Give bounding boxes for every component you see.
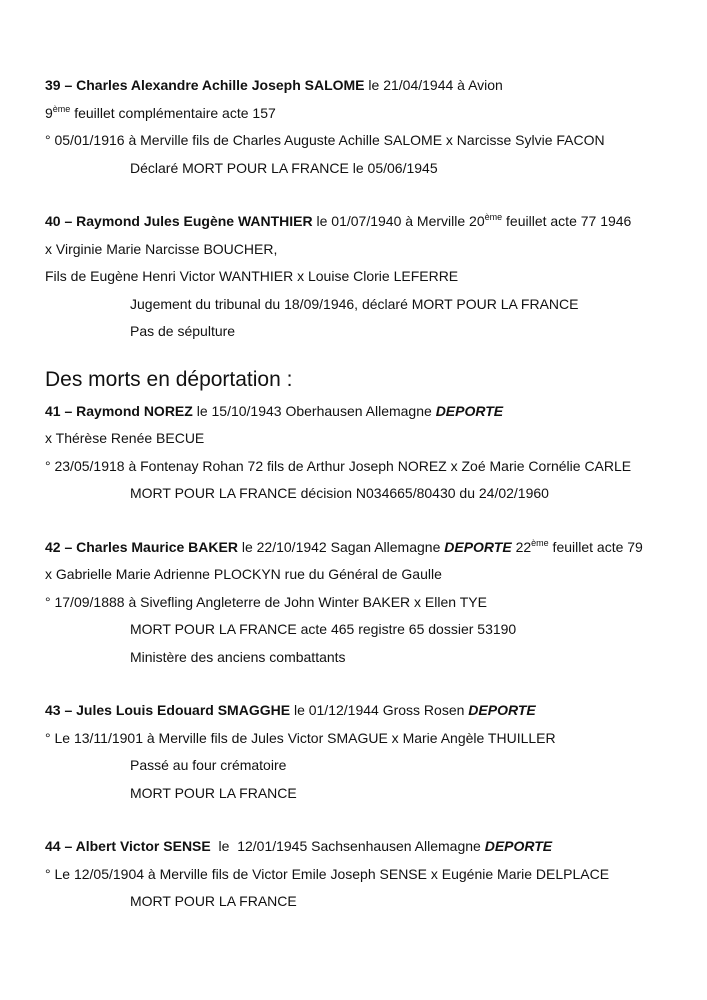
- entry-44-heading: [45, 833, 707, 861]
- entry-39-register-num: 9: [45, 104, 53, 121]
- entry-44-birth: ° Le 12/05/1904 à Merville fils de Victor Emile Joseph SENSE x Eugénie Marie DELPLACE: [45, 865, 610, 882]
- entry-43-birth: ° Le 13/11/1901 à Merville fils de Jules Victor SMAGUE x Marie Angèle THUILLER: [45, 729, 556, 746]
- entry-40-death: le 01/07/1940 à Merville 20: [312, 213, 485, 229]
- spacer: [45, 346, 707, 364]
- entry-44-name: 44 – Albert Victor SENSE: [45, 838, 211, 854]
- entry-39-heading: [45, 72, 707, 100]
- spacer: [45, 182, 707, 208]
- entry-41-birth: ° 23/05/1918 à Fontenay Rohan 72 fils de Arthur Joseph NOREZ x Zoé Marie Cornélie CARLE: [45, 457, 632, 474]
- entry-41-death: le 15/10/1943 Oberhausen Allemagne: [192, 402, 436, 419]
- entry-44-death: le 12/01/1945 Sachsenhausen Allemagne: [210, 838, 485, 854]
- entry-41-heading: [45, 398, 707, 426]
- spacer: [45, 671, 707, 697]
- entry-42-name: 42 – Charles Maurice BAKER: [45, 538, 238, 555]
- entry-39-register-text: feuillet complémentaire acte 157: [70, 104, 276, 121]
- entry-43-deporte: DEPORTE: [468, 702, 536, 718]
- entry-43-death: le 01/12/1944 Gross Rosen: [290, 702, 469, 718]
- entry-40-name: 40 – Raymond Jules Eugène WANTHIER: [45, 213, 313, 229]
- entry-40-note-2: Pas de sépulture: [130, 323, 236, 339]
- entry-43-heading: [45, 697, 707, 725]
- section-title: Des morts en déportation :: [45, 367, 293, 391]
- entry-42-birth: ° 17/09/1888 à Sivefling Angleterre de John Winter BAKER x Ellen TYE: [45, 593, 487, 610]
- entry-40-note-1: Jugement du tribunal du 18/09/1946, déclaré MORT POUR LA FRANCE: [130, 295, 579, 312]
- entry-42-register-num: 22: [511, 538, 532, 555]
- entry-42-heading: [45, 534, 707, 562]
- entry-40-parents: Fils de Eugène Henri Victor WANTHIER x Louise Clorie LEFERRE: [45, 268, 459, 284]
- entry-44-note: MORT POUR LA FRANCE: [130, 893, 297, 909]
- entry-39-register: [45, 100, 707, 128]
- entry-42-spouse: x Gabrielle Marie Adrienne PLOCKYN rue du Général de Gaulle: [45, 566, 442, 582]
- entry-42-note-1: MORT POUR LA FRANCE acte 465 registre 65 dossier 53190: [130, 621, 517, 637]
- spacer: [45, 807, 707, 833]
- entry-41-name: 41 – Raymond NOREZ: [45, 402, 193, 419]
- entry-42-register: feuillet acte 79: [548, 538, 643, 555]
- entry-41-spouse: x Thérèse Renée BECUE: [45, 430, 205, 446]
- entry-39-name: 39 – Charles Alexandre Achille Joseph SALOME: [45, 77, 365, 93]
- entry-40-sup: ème: [484, 212, 503, 222]
- entry-42-note-2: Ministère des anciens combattants: [130, 648, 346, 665]
- entry-42-death: le 22/10/1942 Sagan Allemagne: [237, 538, 445, 555]
- entry-44-deporte: DEPORTE: [484, 838, 553, 854]
- entry-43-note-2: MORT POUR LA FRANCE: [130, 784, 297, 801]
- entry-43-name: 43 – Jules Louis Edouard SMAGGHE: [45, 702, 291, 718]
- entry-41-note: MORT POUR LA FRANCE décision N034665/80430 du 24/02/1960: [130, 485, 549, 501]
- entry-40-register: feuillet acte 77 1946: [502, 213, 632, 229]
- entry-39-death: le 21/04/1944 à Avion: [364, 77, 503, 93]
- entry-39-birth: ° 05/01/1916 à Merville fils de Charles Auguste Achille SALOME x Narcisse Sylvie FACON: [45, 132, 605, 148]
- entry-40-heading: [45, 208, 707, 236]
- entry-42-deporte: DEPORTE: [444, 538, 512, 555]
- entry-39-note: Déclaré MORT POUR LA FRANCE le 05/06/1945: [130, 159, 438, 176]
- entry-42-sup: ème: [531, 537, 549, 548]
- spacer: [45, 508, 707, 534]
- entry-41-deporte: DEPORTE: [435, 402, 504, 419]
- entry-40-spouse: x Virginie Marie Narcisse BOUCHER,: [45, 240, 278, 257]
- entry-43-note-1: Passé au four crématoire: [130, 757, 287, 773]
- entry-39-register-sup: ème: [52, 103, 71, 114]
